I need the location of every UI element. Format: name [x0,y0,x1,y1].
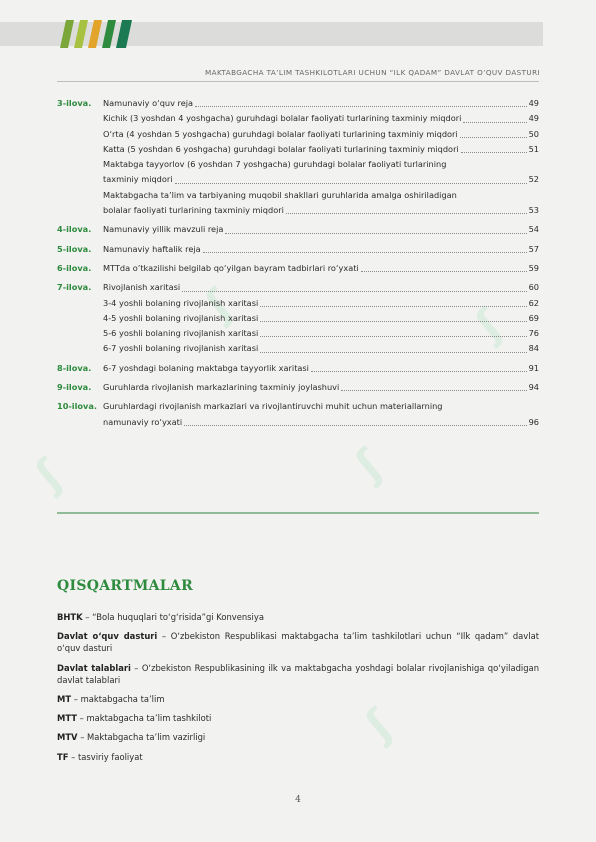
dot-leader [311,361,527,372]
abbreviation-term: Davlat talablari [57,662,131,673]
toc-entry[interactable] [57,280,539,295]
abbreviation-term: TF [57,751,69,762]
toc-page-number: 54 [528,224,539,235]
abbreviation-item [57,712,539,724]
toc-entry[interactable] [57,399,539,430]
abbreviation-item [57,731,539,743]
dot-leader [195,96,527,107]
toc-entry-label: 4-ilova. [57,224,92,235]
abbreviations-title: QISQARTMALAR [57,578,194,594]
toc-entry[interactable] [57,157,539,188]
dot-leader [175,172,527,183]
toc-entry-title: MTTda o’tkazilishi belgilab qo‘yilgan bayram tadbirlari ro‘yxati [103,262,359,273]
toc-entry-label: 7-ilova. [57,282,92,293]
toc-entry[interactable] [57,296,539,311]
toc-entry[interactable] [57,380,539,395]
abbreviation-definition: tasviriy faoliyat [77,751,143,762]
abbreviation-definition: maktabgacha ta’lim tashkiloti [86,713,212,724]
dot-leader [225,222,526,233]
watermark: ʃ [26,450,72,499]
abbreviation-item [57,693,539,705]
toc-page-number: 51 [528,143,539,154]
toc-page-number: 69 [528,312,539,323]
table-of-contents [57,96,539,430]
abbreviation-term: MT [57,694,72,705]
separator: – [82,612,93,622]
abbreviation-definition: maktabgacha ta’lim [80,694,165,705]
toc-entry[interactable] [57,311,539,326]
toc-page-number: 59 [528,262,539,273]
toc-entry-title: Maktabgacha ta’lim va tarbiyaning muqobil shakllari guruhlarida amalga oshiriladigan [103,189,457,200]
toc-entry-label: 10-ilova. [57,401,98,412]
toc-entry-title: O‘rta (4 yoshdan 5 yoshgacha) guruhdagi bolalar faoliyati turlarining taxminiy miqdori [103,128,458,139]
toc-entry-title: Maktabga tayyorlov (6 yoshdan 7 yoshgacha) guruhdagi bolalar faoliyati turlarining [103,159,447,170]
dot-leader [461,142,527,153]
abbreviation-definition: Maktabgacha ta’lim vazirligi [87,732,206,743]
toc-page-number: 49 [528,113,539,124]
toc-entry-label: 9-ilova. [57,382,92,393]
toc-entry-title: taxminiy miqdori [103,174,173,185]
toc-page-number: 96 [528,416,539,427]
toc-entry[interactable] [57,222,539,237]
toc-entry-title: Namunaviy o‘quv reja [103,98,194,108]
abbreviation-term: MTT [57,713,77,724]
abbreviation-item [57,751,539,763]
abbreviation-term: MTV [57,732,78,743]
abbreviation-definition: “Bola huquqlari to‘g‘risida”gi Konvensiya [92,612,264,622]
toc-entry-title: Namunaviy haftalik reja [103,243,201,254]
toc-entry[interactable] [57,261,539,276]
abbreviation-definition: O‘zbekiston Respublikasi maktabgacha ta’lim tashkilotlari uchun “Ilk qadam” davlat o‘quv dasturi [57,631,539,654]
toc-entry-title: Guruhlardagi rivojlanish markazlari va rivojlantiruvchi muhit uchun materiallarning [103,401,443,412]
separator: – [157,631,171,642]
toc-entry[interactable] [57,361,539,376]
separator: – [68,751,78,762]
toc-entry-title: Guruhlarda rivojlanish markazlarining taxminiy joylashuvi [103,382,340,393]
dot-leader [184,415,526,426]
toc-page-number: 91 [528,362,539,373]
abbreviation-item [57,662,539,686]
watermark: ʃ [196,280,242,329]
toc-entry-title: Rivojlanish xaritasi [103,282,181,293]
toc-entry-title: 3-4 yoshli bolaning rivojlanish xaritasi [103,297,259,308]
dot-leader [260,341,526,352]
separator: – [77,732,88,743]
toc-entry-title: Katta (5 yoshdan 6 yoshgacha) guruhdagi bolalar faoliyati turlarining taxminiy miqdori [103,143,459,154]
abbreviation-term: BHTK [57,612,83,622]
toc-entry-title: namunaviy ro‘yxati [103,416,183,427]
toc-entry[interactable] [57,188,539,219]
separator: – [71,694,81,705]
dot-leader [203,242,527,253]
abbreviation-term: Davlat o‘quv dasturi [57,631,158,642]
page-number: 4 [295,795,301,805]
toc-entry-label: 8-ilova. [57,362,92,373]
toc-entry-title: Namunaviy yillik mavzuli reja [103,224,224,235]
logo-stripes-icon [56,20,146,48]
section-divider [57,512,539,514]
toc-page-number: 49 [528,98,539,108]
running-title: MAKTABGACHA TA’LIM TASHKILOTLARI UCHUN “ILK QADAM” DAVLAT O’QUV DASTURI [205,68,540,77]
toc-page-number: 94 [528,382,539,393]
toc-entry-title: Kichik (3 yoshdan 4 yoshgacha) guruhdagi bolalar faoliyati turlarining taxminiy miqdori [103,113,462,124]
toc-entry[interactable] [57,341,539,356]
toc-entry-label: 5-ilova. [57,243,92,254]
toc-page-number: 62 [528,297,539,308]
toc-page-number: 50 [528,128,539,139]
toc-entry-title: 4-5 yoshli bolaning rivojlanish xaritasi [103,312,259,323]
watermark: ʃ [466,300,512,349]
toc-entry[interactable] [57,111,539,126]
dot-leader [260,296,526,307]
toc-entry[interactable] [57,326,539,341]
toc-page-number: 84 [528,343,539,354]
dot-leader [460,127,527,138]
toc-page-number: 76 [528,328,539,339]
dot-leader [341,380,526,391]
abbreviation-definition: O‘zbekiston Respublikasining ilk va maktabgacha yoshdagi bolalar rivojlanishiga qo‘yiladigan davlat talablari [57,662,540,685]
toc-page-number: 60 [528,282,539,293]
dot-leader [463,111,526,122]
toc-entry[interactable] [57,142,539,157]
toc-entry[interactable] [57,127,539,142]
dot-leader [182,280,526,291]
abbreviation-item [57,611,539,623]
watermark: ʃ [356,700,402,749]
watermark: ʃ [346,440,392,489]
dot-leader [260,311,526,322]
toc-entry-label: 6-ilova. [57,262,92,273]
abbreviations-list [57,611,539,770]
dot-leader [260,326,526,337]
toc-entry[interactable] [57,96,539,111]
dot-leader [286,203,527,214]
toc-entry-title: 6-7 yoshdagi bolaning maktabga tayyorlik xaritasi [103,362,309,373]
toc-page-number: 53 [528,205,539,216]
toc-entry-title: 6-7 yoshli bolaning rivojlanish xaritasi [103,343,259,354]
separator: – [76,713,87,724]
header-divider [57,81,539,82]
toc-entry-title: bolalar faoliyati turlarining taxminiy miqdori [103,205,284,216]
toc-page-number: 57 [528,243,539,254]
toc-entry[interactable] [57,242,539,257]
toc-page-number: 52 [528,174,539,185]
toc-entry-label: 3-ilova. [57,98,92,108]
abbreviation-item [57,630,539,654]
separator: – [130,662,142,673]
toc-entry-title: 5-6 yoshli bolaning rivojlanish xaritasi [103,328,259,339]
dot-leader [361,261,527,272]
